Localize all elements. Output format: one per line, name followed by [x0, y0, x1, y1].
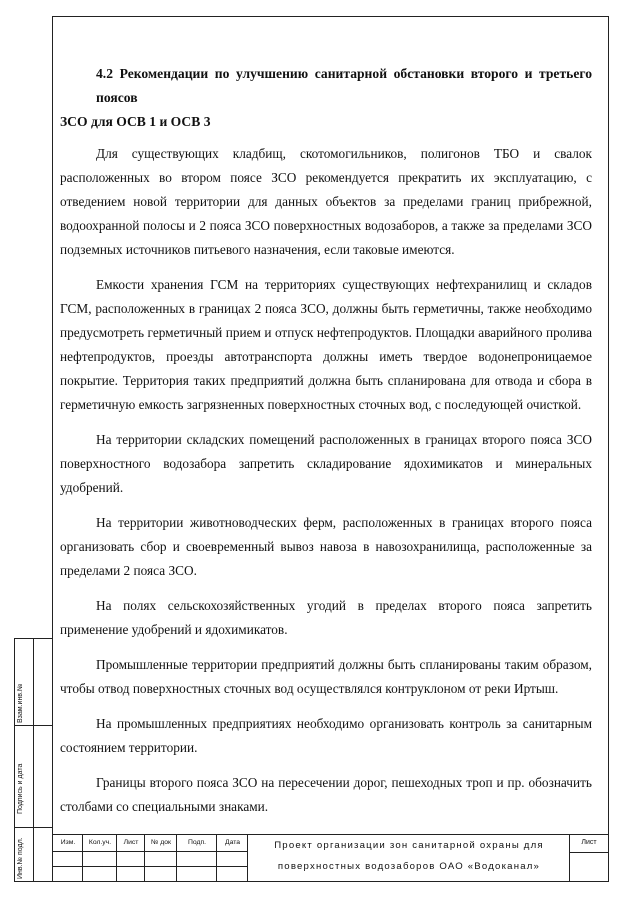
paragraph: На промышленных предприятиях необходимо организовать контроль за санитарным состоянием территории.: [60, 716, 592, 755]
section-heading-line2: ЗСО для ОСВ 1 и ОСВ 3: [60, 114, 211, 129]
col-sheet: Лист: [123, 839, 139, 846]
margin-row-divider: [15, 725, 52, 726]
section-heading-line1: 4.2 Рекомендации по улучшению санитарной обстановки второго и третьего поясов: [96, 66, 592, 105]
paragraph: На полях сельскохозяйственных угодий в пределах второго пояса запретить применение удобрений и ядохимикатов.: [60, 598, 592, 637]
section-heading: [60, 62, 592, 134]
col-date: Дата: [224, 839, 241, 846]
margin-row-divider: [15, 827, 52, 828]
col-change: Изм.: [60, 839, 76, 846]
paragraph: На территории животноводческих ферм, расположенных в границах второго пояса организовать сбор и своевременный вывоз навоза в навозохранилища, расположенные за пределами 2 пояса ЗСО.: [60, 515, 592, 578]
document-body: [60, 62, 592, 830]
col-signature: Подп.: [187, 839, 207, 846]
paragraph: Для существующих кладбищ, скотомогильников, полигонов ТБО и свалок расположенных во втором поясе ЗСО рекомендуется прекратить их эксплуатацию, с отведением новой территории для данных объектов за пределами границ прибрежной, водоохранной полосы и 2 пояса ЗСО поверхностных водозаборов, а также за пределами ЗСО подземных источников питьевого назначения, если таковые имеются.: [60, 146, 592, 257]
revision-row-line: [53, 851, 248, 852]
paragraph: На территории складских помещений расположенных в границах второго пояса ЗСО поверхностного водозабора запретить складирование ядохимикатов и минеральных удобрений.: [60, 432, 592, 495]
project-title-line1: Проект организации зон санитарной охраны для: [274, 840, 544, 851]
sheet-label: Лист: [581, 839, 597, 846]
col-count: Кол.уч.: [88, 839, 112, 846]
project-title-cell: [248, 835, 570, 882]
revision-table: [53, 835, 248, 882]
paragraph: Границы второго пояса ЗСО на пересечении дорог, пешеходных троп и пр. обозначить столбами со специальными знаками.: [60, 775, 592, 814]
sheet-divider: [570, 852, 608, 853]
paragraph: Промышленные территории предприятий должны быть спланированы таким образом, чтобы отвод поверхностных сточных вод осуществлялся контруклоном от реки Иртыш.: [60, 657, 592, 696]
col-doc-number: № док: [151, 839, 171, 846]
paragraph: Емкости хранения ГСМ на территориях существующих нефтехранилищ и складов ГСМ, расположенных в границах 2 пояса ЗСО, должны быть герметичны, также необходимо предусмотреть герметичный прием и отпуск нефтепродуктов. Площадки аварийного пролива нефтепродуктов, проезды автотранспорта должны иметь твердое водонепроницаемое покрытие. Территория таких предприятий должна быть спланирована для отвода и сбора в герметичную емкость загрязненных поверхностных сточных вод, с последующей очисткой.: [60, 277, 592, 412]
title-block: [53, 834, 608, 882]
revision-row-line: [53, 866, 248, 867]
project-title-line2: поверхностных водозаборов ОАО «Водоканал»: [277, 861, 541, 872]
margin-divider: [33, 639, 34, 881]
sheet-number-cell: [570, 835, 608, 882]
margin-stamp: Взам.инв.№ Подпись и дата Инв.№ подл.: [14, 638, 52, 882]
